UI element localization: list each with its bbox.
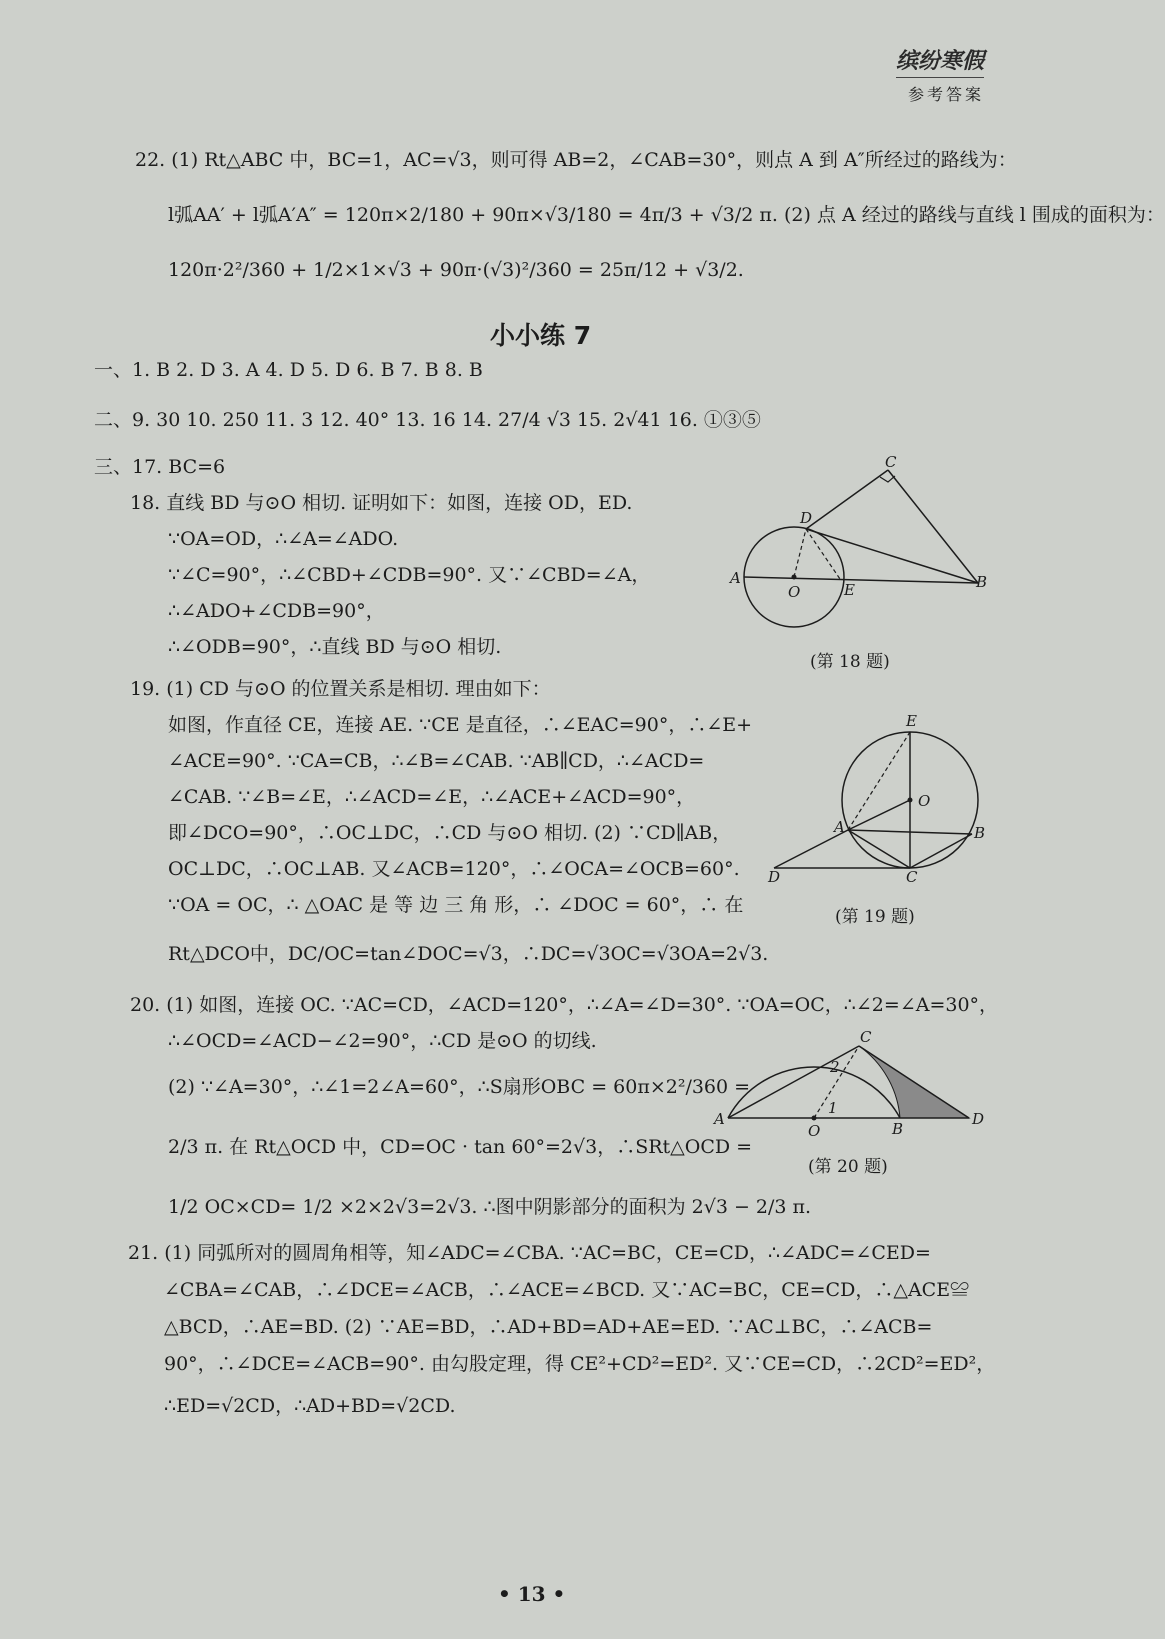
header-subtitle: 参考答案 (896, 77, 984, 105)
q20-line-3: (2) ∵∠A=30°，∴∠1=2∠A=60°，∴S扇形OBC = 60π×2²/360 = (168, 1076, 751, 1098)
q20-line-1: 20. (1) 如图，连接 OC. ∵AC=CD，∠ACD=120°，∴∠A=∠D=30°. ∵OA=OC，∴∠2=∠A=30°， (130, 994, 999, 1016)
q19-line-6: OC⊥DC，∴OC⊥AB. 又∠ACB=120°，∴∠OCA=∠OCB=60°. (168, 858, 740, 880)
label-B: B (892, 1120, 904, 1138)
answer-17: 三、17. BC=6 (94, 456, 226, 478)
section-title: 小小练 7 (490, 321, 592, 350)
q20-line-2: ∴∠OCD=∠ACD−∠2=90°，∴CD 是⊙O 的切线. (168, 1030, 597, 1052)
q19-line-3: ∠ACE=90°. ∵CA=CB，∴∠B=∠CAB. ∵AB∥CD，∴∠ACD= (168, 750, 705, 772)
caption-18: (第 18 题) (810, 652, 890, 672)
label-A: A (730, 569, 741, 587)
label-O: O (918, 792, 931, 810)
page-header (896, 44, 984, 105)
q22-line-2: l弧AA′ + l弧A′A″ = 120π×2/180 + 90π×√3/180 = 4π/3 + √3/2 π. (2) 点 A 经过的路线与直线 l 围成的面积为： (168, 204, 1165, 226)
label-E: E (844, 581, 855, 599)
label-B: B (976, 573, 988, 591)
q22-line-3: 120π·2²/360 + 1/2×1×√3 + 90π·(√3)²/360 = 25π/12 + √3/2. (168, 259, 744, 281)
label-A: A (714, 1110, 725, 1128)
q19-line-4: ∠CAB. ∵∠B=∠E，∴∠ACD=∠E，∴∠ACE+∠ACD=90°， (168, 786, 696, 808)
q19-line-8: Rt△DCO中，DC/OC=tan∠DOC=√3，∴DC=√3OC=√3OA=2√3. (168, 943, 769, 965)
q21-line-2: ∠CBA=∠CAB，∴∠DCE=∠ACB，∴∠ACE=∠BCD. 又∵AC=BC，CE=CD，∴△ACE≌ (164, 1279, 970, 1301)
q21-line-4: 90°，∴∠DCE=∠ACB=90°. 由勾股定理，得 CE²+CD²=ED². 又∵CE=CD，∴2CD²=ED²， (164, 1353, 996, 1375)
q20-line-4: 2/3 π. 在 Rt△OCD 中，CD=OC · tan 60°=2√3，∴SRt△OCD = (168, 1136, 753, 1158)
figure-19 (760, 710, 1000, 886)
q18-line-5: ∴∠ODB=90°，∴直线 BD 与⊙O 相切. (168, 636, 502, 658)
q18-line-4: ∴∠ADO+∠CDB=90°， (168, 600, 385, 622)
q19-line-2: 如图，作直径 CE，连接 AE. ∵CE 是直径，∴∠EAC=90°，∴∠E+ (168, 714, 753, 736)
label-B: B (974, 824, 986, 842)
label-angle-2: 2 (830, 1058, 840, 1076)
q19-line-7: ∵OA = OC，∴ △OAC 是 等 边 三 角 形，∴ ∠DOC = 60°，∴ 在 (168, 894, 744, 916)
label-E: E (906, 712, 917, 730)
caption-19: (第 19 题) (835, 907, 915, 927)
label-C: C (906, 868, 918, 886)
label-angle-1: 1 (828, 1099, 838, 1117)
label-C: C (860, 1028, 872, 1046)
label-D: D (800, 509, 813, 527)
label-D: D (768, 868, 781, 886)
brand-title: 缤纷寒假 (895, 48, 984, 74)
q22-line-1: 22. (1) Rt△ABC 中，BC=1，AC=√3，则可得 AB=2，∠CAB=30°，则点 A 到 A″所经过的路线为： (135, 149, 1017, 171)
q19-line-1: 19. (1) CD 与⊙O 的位置关系是相切. 理由如下： (130, 678, 551, 700)
figure-18 (728, 455, 990, 630)
q21-line-3: △BCD，∴AE=BD. (2) ∵AE=BD，∴AD+BD=AD+AE=ED. ∵AC⊥BC，∴∠ACB= (164, 1316, 933, 1338)
label-O: O (788, 583, 801, 601)
page-number: • 13 • (498, 1582, 566, 1606)
q18-line-3: ∵∠C=90°，∴∠CBD+∠CDB=90°. 又∵∠CBD=∠A， (168, 564, 651, 586)
figure-20 (712, 1030, 992, 1140)
q18-line-2: ∵OA=OD，∴∠A=∠ADO. (168, 528, 399, 550)
q21-line-5: ∴ED=√2CD，∴AD+BD=√2CD. (164, 1395, 456, 1417)
q19-line-5: 即∠DCO=90°，∴OC⊥DC，∴CD 与⊙O 相切. (2) ∵CD∥AB， (168, 822, 732, 844)
q20-line-5: 1/2 OC×CD= 1/2 ×2×2√3=2√3. ∴图中阴影部分的面积为 2√3 − 2/3 π. (168, 1196, 812, 1218)
answers-part2: 二、9. 30 10. 250 11. 3 12. 40° 13. 16 14. 27/4 √3 15. 2√41 16. ①③⑤ (94, 409, 761, 431)
answers-part1: 一、1. B 2. D 3. A 4. D 5. D 6. B 7. B 8. B (94, 359, 483, 381)
q18-line-1: 18. 直线 BD 与⊙O 相切. 证明如下：如图，连接 OD，ED. (130, 492, 633, 514)
label-O: O (808, 1122, 821, 1140)
label-D: D (972, 1110, 985, 1128)
label-C: C (885, 453, 897, 471)
caption-20: (第 20 题) (808, 1157, 888, 1177)
q21-line-1: 21. (1) 同弧所对的圆周角相等，知∠ADC=∠CBA. ∵AC=BC，CE=CD，∴∠ADC=∠CED= (128, 1242, 931, 1264)
label-A: A (834, 818, 845, 836)
